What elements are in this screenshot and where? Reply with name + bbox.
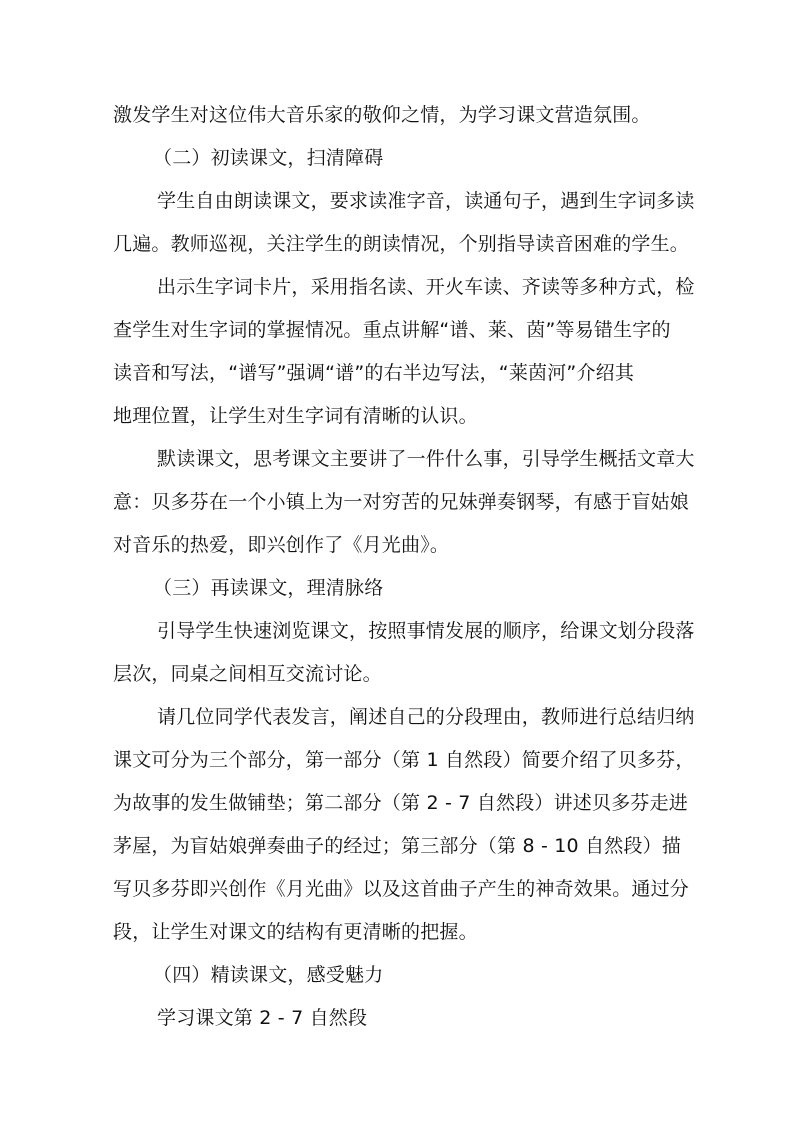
paragraph-line: 激发学生对这位伟大音乐家的敬仰之情，为学习课文营造氛围。	[113, 104, 651, 126]
paragraph-line: 为故事的发生做铺垫；第二部分（第 2 - 7 自然段）讲述贝多芬走进	[113, 792, 688, 814]
paragraph-line: 引导学生快速浏览课文，按照事情发展的顺序，给课文划分段落	[157, 620, 695, 642]
paragraph-line: 意：贝多芬在一个小镇上为一对穷苦的兄妹弹奏钢琴，有感于盲姑娘	[113, 491, 690, 513]
paragraph-line: 默读课文，思考课文主要讲了一件什么事，引导学生概括文章大	[157, 448, 695, 470]
paragraph-line: 层次，同桌之间相互交流讨论。	[113, 663, 382, 685]
paragraph-line: 茅屋，为盲姑娘弹奏曲子的经过；第三部分（第 8 - 10 自然段）描	[113, 835, 682, 857]
paragraph-line: 请几位同学代表发言，阐述自己的分段理由，教师进行总结归纳	[157, 706, 695, 728]
section-heading-2: （二）初读课文，扫清障碍	[153, 147, 384, 169]
paragraph-line: 地理位置，让学生对生字词有清晰的认识。	[113, 405, 478, 427]
paragraph-line: 课文可分为三个部分，第一部分（第 1 自然段）简要介绍了贝多芬，	[113, 749, 695, 771]
paragraph-line: 对音乐的热爱，即兴创作了《月光曲》。	[113, 534, 450, 556]
paragraph-line: 学生自由朗读课文，要求读准字音，读通句子，遇到生字词多读	[157, 190, 695, 212]
paragraph-line: 几遍。教师巡视，关注学生的朗读情况，个别指导读音困难的学生。	[113, 233, 690, 255]
section-heading-3: （三）再读课文，理清脉络	[153, 577, 384, 599]
section-heading-4: （四）精读课文，感受魅力	[153, 964, 384, 986]
paragraph-line: 写贝多芬即兴创作《月光曲》以及这首曲子产生的神奇效果。通过分	[113, 878, 690, 900]
paragraph-line: 段，让学生对课文的结构有更清晰的把握。	[113, 921, 478, 943]
paragraph-line: 读音和写法，“谱写”强调“谱”的右半边写法，“莱茵河”介绍其	[113, 362, 635, 384]
paragraph-line: 查学生对生字词的掌握情况。重点讲解“谱、莱、茵”等易错生字的	[113, 319, 671, 341]
paragraph-line: 出示生字词卡片，采用指名读、开火车读、齐读等多种方式，检	[157, 276, 695, 298]
paragraph-line: 学习课文第 2 - 7 自然段	[157, 1007, 368, 1029]
